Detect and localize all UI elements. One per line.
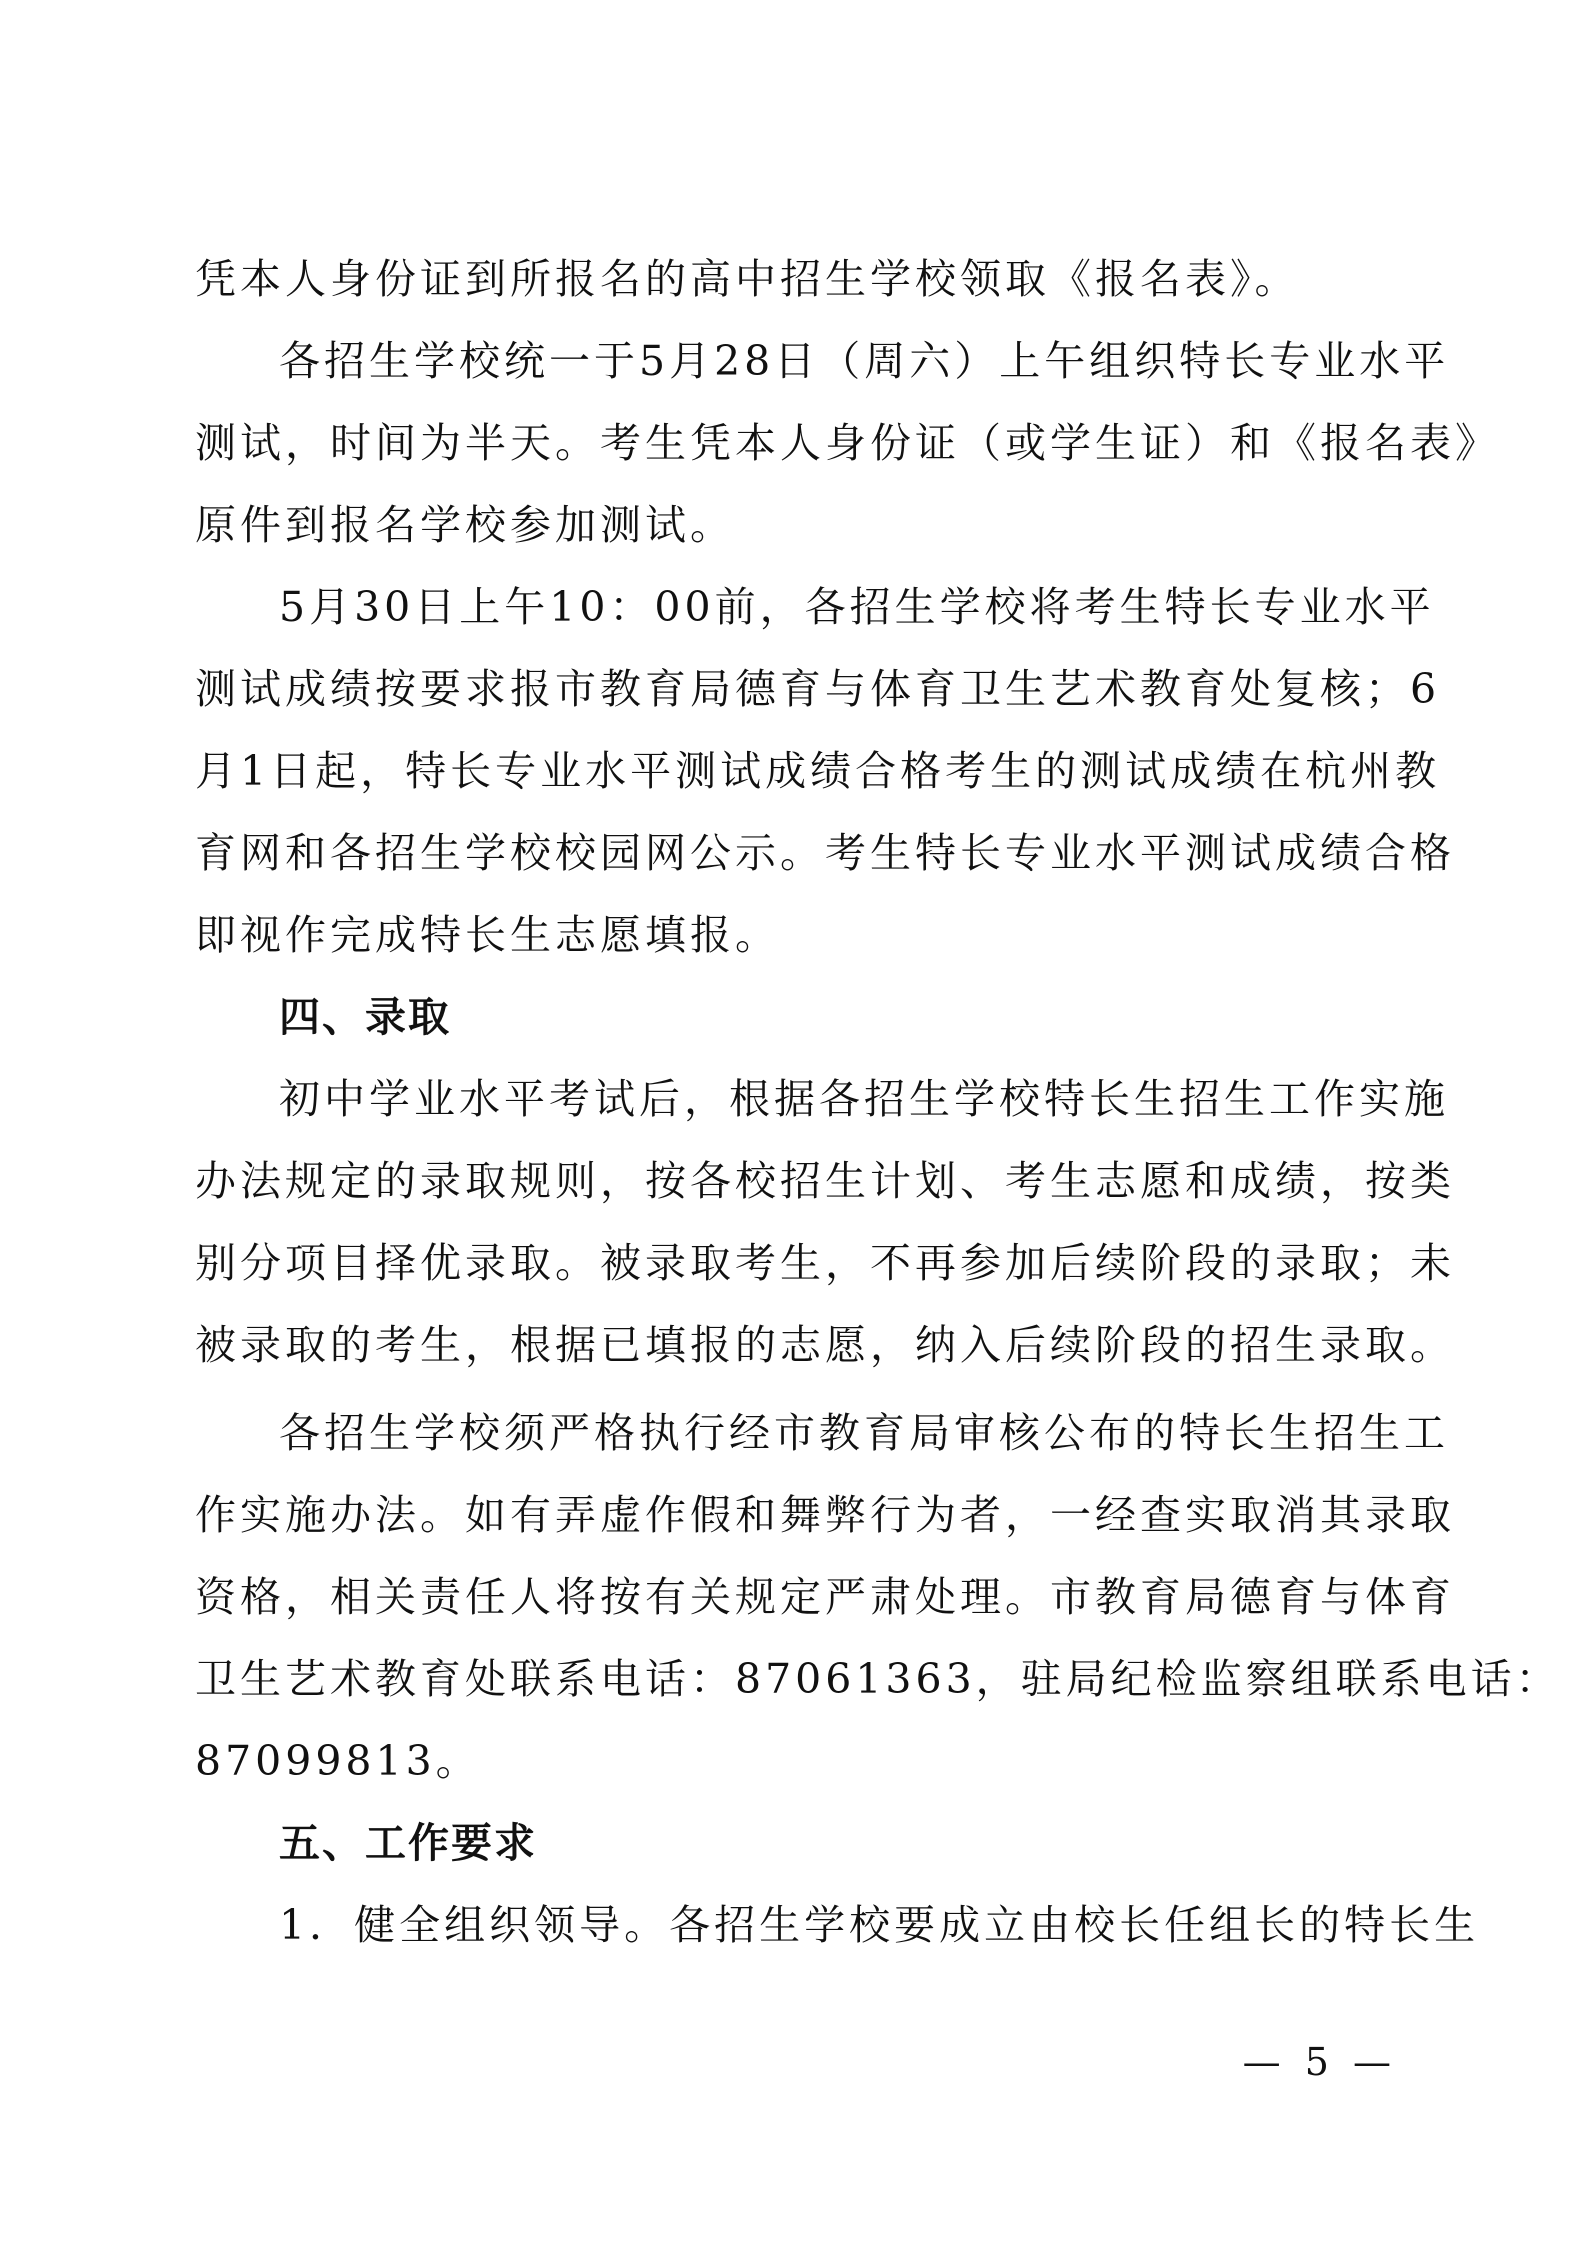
paragraph-line: 月1日起，特长专业水平测试成绩合格考生的测试成绩在杭州教	[195, 747, 1441, 795]
paragraph-line: 即视作完成特长生志愿填报。	[195, 911, 780, 959]
paragraph-line: 被录取的考生，根据已填报的志愿，纳入后续阶段的招生录取。	[195, 1321, 1455, 1369]
paragraph-line: 初中学业水平考试后，根据各招生学校特长生招生工作实施	[279, 1075, 1449, 1123]
paragraph-line: 资格，相关责任人将按有关规定严肃处理。市教育局德育与体育	[195, 1573, 1455, 1621]
paragraph-line: 育网和各招生学校校园网公示。考生特长专业水平测试成绩合格	[195, 829, 1455, 877]
paragraph-line: 作实施办法。如有弄虚作假和舞弊行为者，一经查实取消其录取	[195, 1491, 1455, 1539]
paragraph-line: 凭本人身份证到所报名的高中招生学校领取《报名表》。	[195, 255, 1300, 303]
paragraph-line: 测试，时间为半天。考生凭本人身份证（或学生证）和《报名表》	[195, 419, 1500, 467]
paragraph-line: 各招生学校统一于5月28日（周六）上午组织特长专业水平	[279, 337, 1450, 385]
paragraph-line: 5月30日上午10：00前，各招生学校将考生特长专业水平	[279, 583, 1435, 631]
section-heading-admission: 四、录取	[279, 993, 451, 1041]
paragraph-line: 测试成绩按要求报市教育局德育与体育卫生艺术教育处复核；6	[195, 665, 1441, 713]
paragraph-line: 办法规定的录取规则，按各校招生计划、考生志愿和成绩，按类	[195, 1157, 1455, 1205]
paragraph-line: 各招生学校须严格执行经市教育局审核公布的特长生招生工	[279, 1409, 1449, 1457]
section-heading-work-requirements: 五、工作要求	[279, 1819, 537, 1867]
paragraph-line: 87099813。	[195, 1737, 481, 1785]
document-body	[195, 238, 1561, 1966]
paragraph-line: 原件到报名学校参加测试。	[195, 501, 735, 549]
paragraph-line: 卫生艺术教育处联系电话：87061363，驻局纪检监察组联系电话：	[195, 1655, 1561, 1703]
paragraph-line: 1．健全组织领导。各招生学校要成立由校长任组长的特长生	[279, 1901, 1480, 1949]
paragraph-line: 别分项目择优录取。被录取考生，不再参加后续阶段的录取；未	[195, 1239, 1455, 1287]
page-number: — 5 —	[1242, 2040, 1397, 2084]
